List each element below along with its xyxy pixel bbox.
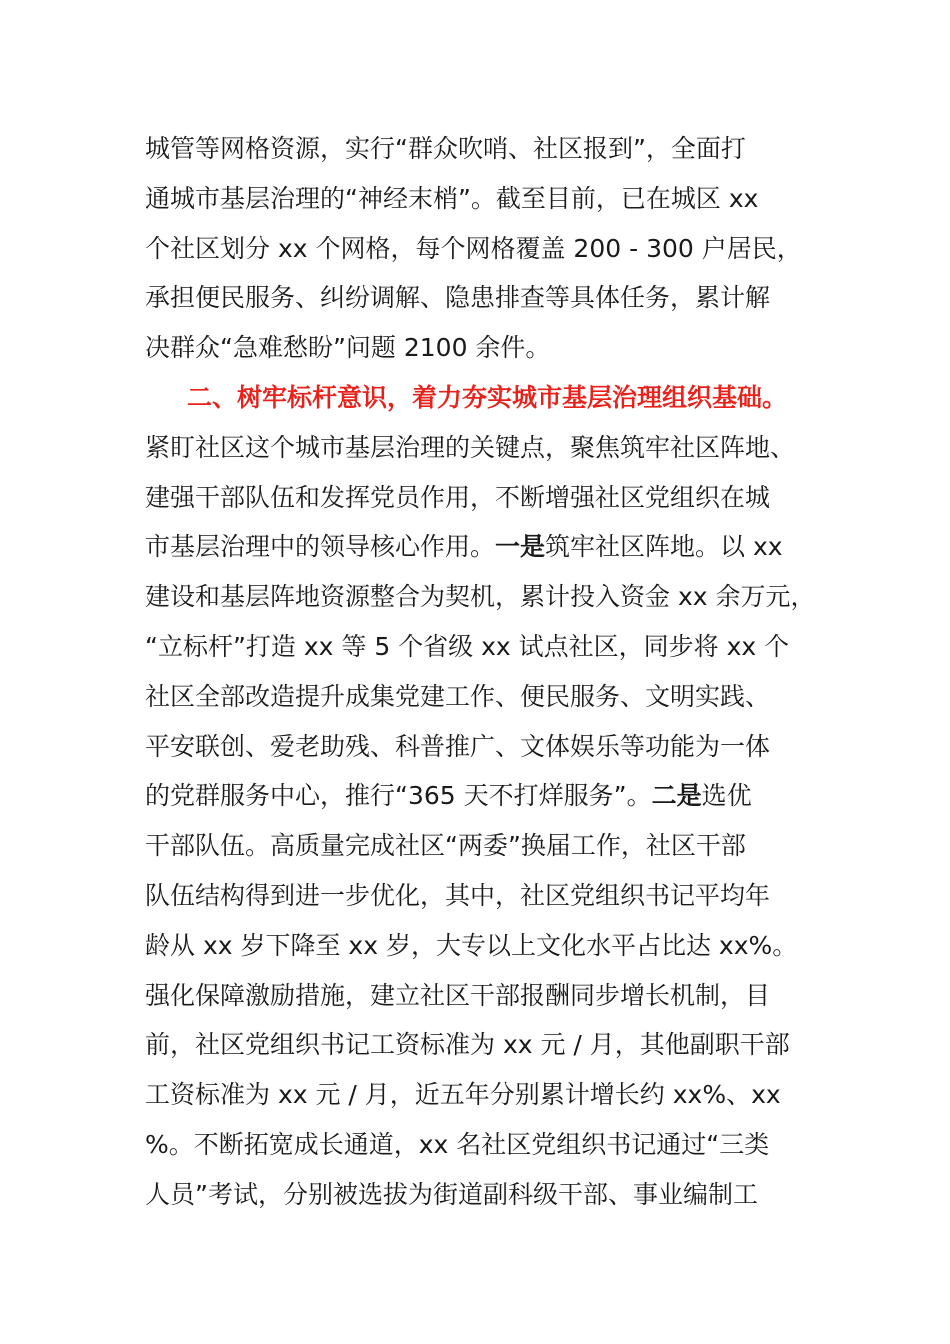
document-body (145, 124, 825, 1220)
paragraph-line: 建设和基层阵地资源整合为契机，累计投入资金 xx 余万元， (145, 582, 816, 612)
section-heading: 二、树牢标杆意识，着力夯实城市基层治理组织基础。 (187, 382, 788, 412)
paragraph-line: 紧盯社区这个城市基层治理的关键点，聚焦筑牢社区阵地、 (145, 432, 796, 462)
paragraph-line: 工资标准为 xx 元 / 月，近五年分别累计增长约 xx%、xx (145, 1080, 781, 1110)
text-run: 筑牢社区阵地。以 xx (545, 532, 783, 562)
paragraph-line: “立标杆”打造 xx 等 5 个省级 xx 试点社区，同步将 xx 个 (145, 631, 790, 661)
paragraph-line: %。不断拓宽成长通道，xx 名社区党组织书记通过“三类 (145, 1129, 770, 1159)
text-run: 的党群服务中心，推行“365 天不打烊服务”。 (145, 781, 652, 811)
paragraph-line: 平安联创、爱老助残、科普推广、文体娱乐等功能为一体 (145, 731, 771, 761)
paragraph-line: 个社区划分 xx 个网格，每个网格覆盖 200 - 300 户居民， (145, 233, 802, 263)
paragraph-line: 承担便民服务、纠纷调解、隐患排查等具体任务，累计解 (145, 283, 771, 313)
paragraph-line: 龄从 xx 岁下降至 xx 岁，大专以上文化水平占比达 xx%。 (145, 930, 798, 960)
emphasis-label: 二是 (651, 781, 702, 811)
paragraph-line (145, 522, 825, 572)
paragraph-line: 人员”考试，分别被选拔为街道副科级干部、事业编制工 (145, 1179, 758, 1209)
paragraph-line: 通城市基层治理的“神经末梢”。截至目前，已在城区 xx (145, 183, 759, 213)
text-run: 市基层治理中的领导核心作用。 (145, 532, 496, 562)
paragraph-line: 强化保障激励措施，建立社区干部报酬同步增长机制，目 (145, 980, 771, 1010)
text-run: 选优 (701, 781, 752, 811)
paragraph-line: 决群众“急难愁盼”问题 2100 余件。 (145, 333, 551, 363)
paragraph-line: 队伍结构得到进一步优化，其中，社区党组织书记平均年 (145, 880, 771, 910)
emphasis-label: 一是 (495, 532, 546, 562)
paragraph-line: 社区全部改造提升成集党建工作、便民服务、文明实践、 (145, 681, 771, 711)
paragraph-line: 前，社区党组织书记工资标准为 xx 元 / 月，其他副职干部 (145, 1030, 790, 1060)
paragraph-line: 干部队伍。高质量完成社区“两委”换届工作，社区干部 (145, 831, 746, 861)
paragraph-line: 建强干部队伍和发挥党员作用，不断增强社区党组织在城 (145, 482, 771, 512)
paragraph-line: 城管等网格资源，实行“群众吹哨、社区报到”，全面打 (145, 134, 746, 163)
paragraph-line (145, 771, 825, 821)
